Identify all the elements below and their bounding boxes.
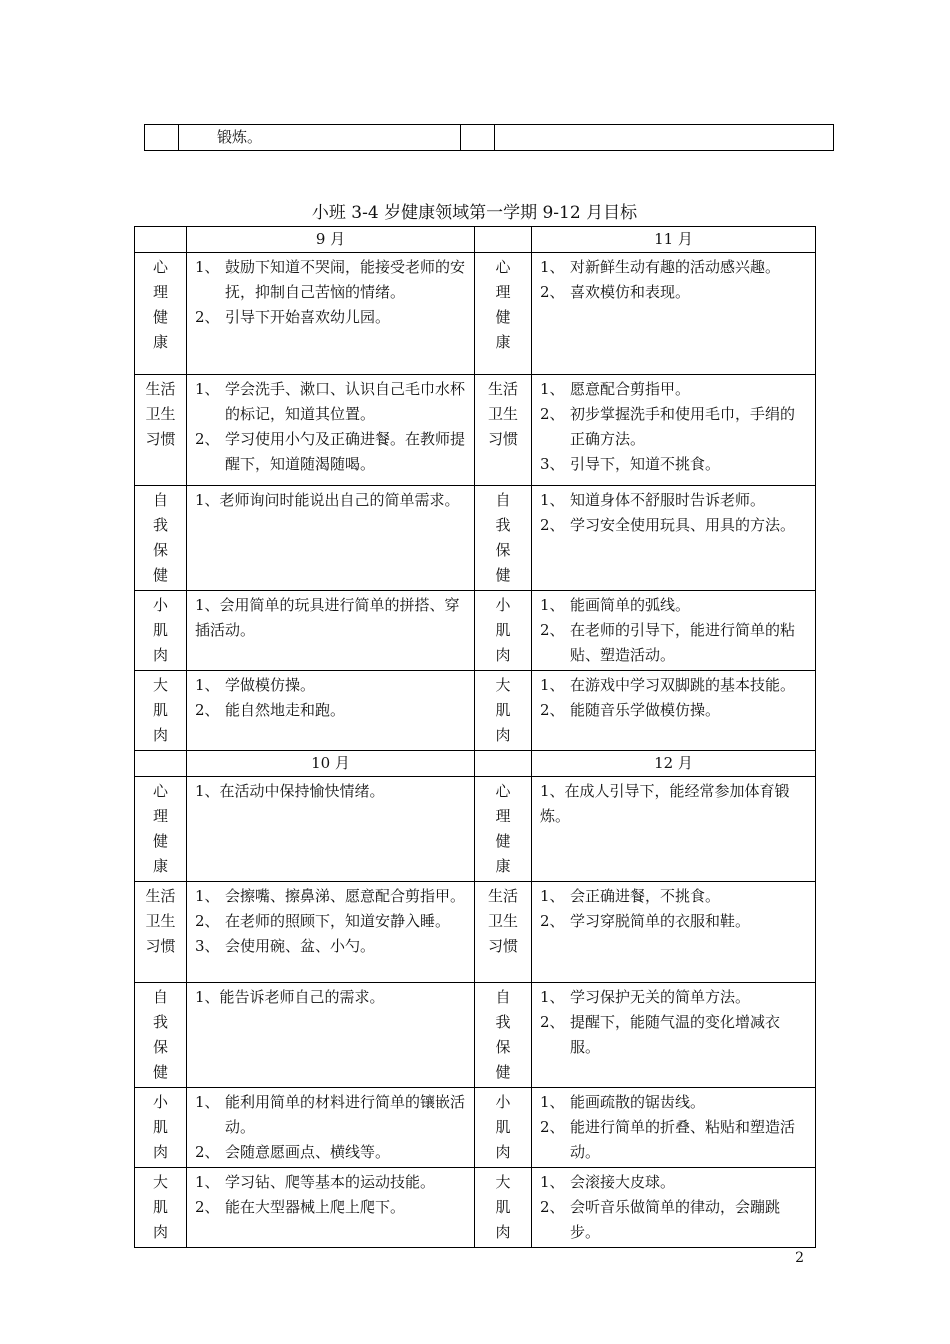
item-text: 学习安全使用玩具、用具的方法。 [570, 516, 796, 534]
item-number: 1、 [540, 258, 565, 276]
goal-item [195, 255, 468, 305]
goal-item [540, 402, 809, 452]
continued-row [145, 125, 834, 151]
goal-item [540, 673, 809, 698]
goal-list [195, 255, 468, 330]
item-text: 对新鲜生动有趣的活动感兴趣。 [570, 258, 781, 276]
goal-list [540, 1090, 809, 1165]
goal-text: 1、在成人引导下，能经常参加体育锻炼。 [540, 782, 790, 825]
goal-item [195, 884, 468, 909]
month-right: 12 月 [532, 751, 816, 777]
content-cell-right [532, 253, 816, 375]
category-cell-left [135, 983, 187, 1088]
month-header-row [135, 227, 816, 253]
content-cell-left [187, 486, 475, 591]
category-label: 自 我 保 健 [152, 491, 168, 584]
category-cell-left [135, 591, 187, 671]
goal-text: 1、在活动中保持愉快情绪。 [195, 782, 385, 800]
goal-item [195, 698, 468, 723]
content-cell-right [532, 591, 816, 671]
category-label: 自 我 保 健 [495, 491, 511, 584]
goal-item [540, 1090, 809, 1115]
item-number: 2、 [540, 1198, 565, 1216]
category-cell-right [475, 375, 532, 486]
empty-cell [495, 125, 834, 151]
content-cell-left [187, 1088, 475, 1168]
goal-item [195, 1195, 468, 1220]
category-label: 生活 卫生 习惯 [145, 380, 176, 448]
month-right: 11 月 [532, 227, 816, 253]
empty-cell [135, 751, 187, 777]
goal-row [135, 1088, 816, 1168]
goal-list [540, 985, 809, 1060]
category-label: 大 肌 肉 [495, 676, 511, 744]
item-text: 学习保护无关的简单方法。 [570, 988, 751, 1006]
item-number: 1、 [540, 596, 565, 614]
goal-item [540, 377, 809, 402]
goal-item [540, 909, 809, 934]
item-number: 3、 [195, 937, 220, 955]
item-text: 知道身体不舒服时告诉老师。 [570, 491, 766, 509]
item-number: 1、 [195, 676, 220, 694]
content-cell-right [532, 983, 816, 1088]
item-text: 引导下开始喜欢幼儿园。 [225, 308, 391, 326]
goal-item [540, 513, 809, 538]
item-text: 愿意配合剪指甲。 [570, 380, 691, 398]
goal-row [135, 591, 816, 671]
content-cell-left [187, 882, 475, 983]
item-text: 能自然地走和跑。 [225, 701, 346, 719]
goal-text: 1、能告诉老师自己的需求。 [195, 988, 385, 1006]
item-text: 初步掌握洗手和使用毛巾，手绢的正确方法。 [570, 405, 796, 448]
content-cell-left [187, 253, 475, 375]
category-cell-right [475, 882, 532, 983]
item-text: 能画疏散的锯齿线。 [570, 1093, 706, 1111]
goal-item [195, 1170, 468, 1195]
category-cell-left [135, 375, 187, 486]
item-text: 在老师的引导下，能进行简单的粘贴、塑造活动。 [570, 621, 796, 664]
item-text: 能随音乐学做模仿操。 [570, 701, 721, 719]
item-number: 1、 [540, 887, 565, 905]
item-number: 2、 [195, 912, 220, 930]
content-cell-left [187, 375, 475, 486]
category-label: 小 肌 肉 [152, 1093, 168, 1161]
item-text: 能在大型器械上爬上爬下。 [225, 1198, 406, 1216]
category-label: 生活 卫生 习惯 [487, 380, 518, 448]
item-text: 能利用简单的材料进行简单的镶嵌活动。 [225, 1093, 466, 1136]
content-cell-right [532, 777, 816, 882]
item-text: 会使用碗、盆、小勺。 [225, 937, 376, 955]
goal-row [135, 671, 816, 751]
item-text: 学习钻、爬等基本的运动技能。 [225, 1173, 436, 1191]
goal-item [195, 1090, 468, 1140]
category-label: 心 理 健 康 [495, 258, 511, 351]
category-label: 自 我 保 健 [152, 988, 168, 1081]
month-left: 10 月 [187, 751, 475, 777]
item-number: 1、 [540, 491, 565, 509]
item-text: 学习使用小勺及正确进餐。在教师提醒下，知道随渴随喝。 [225, 430, 466, 473]
content-cell-right [532, 1168, 816, 1248]
goal-list [540, 593, 809, 668]
goal-item [540, 618, 809, 668]
goal-row [135, 1168, 816, 1248]
item-number: 3、 [540, 455, 565, 473]
category-cell-left [135, 253, 187, 375]
item-number: 2、 [540, 1013, 565, 1031]
item-text: 会滚接大皮球。 [570, 1173, 676, 1191]
item-number: 2、 [195, 1198, 220, 1216]
item-number: 2、 [540, 701, 565, 719]
item-text: 引导下，知道不挑食。 [570, 455, 721, 473]
item-number: 1、 [540, 380, 565, 398]
item-text: 学做模仿操。 [225, 676, 316, 694]
goal-row [135, 375, 816, 486]
item-number: 2、 [195, 430, 220, 448]
item-number: 1、 [540, 1093, 565, 1111]
item-number: 1、 [195, 1093, 220, 1111]
category-cell-right [475, 486, 532, 591]
item-number: 2、 [540, 1118, 565, 1136]
content-cell-left [187, 777, 475, 882]
goal-item [195, 934, 468, 959]
category-label: 小 肌 肉 [495, 1093, 511, 1161]
category-label: 自 我 保 健 [495, 988, 511, 1081]
item-text: 会正确进餐，不挑食。 [570, 887, 721, 905]
category-cell-right [475, 777, 532, 882]
category-cell-right [475, 253, 532, 375]
item-number: 1、 [540, 676, 565, 694]
item-text: 喜欢模仿和表现。 [570, 283, 691, 301]
goals-table [134, 226, 816, 1248]
goal-item [195, 673, 468, 698]
goal-row [135, 253, 816, 375]
goal-text: 1、老师询问时能说出自己的简单需求。 [195, 491, 460, 509]
goal-list [195, 884, 468, 959]
goal-item [540, 255, 809, 280]
item-text: 会听音乐做简单的律动，会蹦跳步。 [570, 1198, 781, 1241]
goal-list [195, 377, 468, 477]
item-text: 学习穿脱简单的衣服和鞋。 [570, 912, 751, 930]
goal-item [540, 985, 809, 1010]
content-cell-left [187, 1168, 475, 1248]
item-text: 能画简单的弧线。 [570, 596, 691, 614]
goal-list [540, 488, 809, 538]
goal-list [540, 673, 809, 723]
item-text: 学会洗手、漱口、认识自己毛巾水杯的标记，知道其位置。 [225, 380, 466, 423]
item-number: 2、 [540, 516, 565, 534]
page-number: 2 [795, 1250, 804, 1266]
empty-cell [145, 125, 179, 151]
item-number: 2、 [195, 701, 220, 719]
goal-row [135, 777, 816, 882]
content-cell-right [532, 375, 816, 486]
category-cell-left [135, 671, 187, 751]
item-number: 2、 [540, 912, 565, 930]
item-text: 提醒下，能随气温的变化增减衣服。 [570, 1013, 781, 1056]
category-cell-left [135, 486, 187, 591]
goal-item [540, 1010, 809, 1060]
category-cell-left [135, 882, 187, 983]
category-label: 小 肌 肉 [495, 596, 511, 664]
content-cell-right [532, 882, 816, 983]
goal-row [135, 882, 816, 983]
goal-item [540, 452, 809, 477]
goal-item [540, 1195, 809, 1245]
content-cell-right [532, 486, 816, 591]
item-text: 能进行简单的折叠、粘贴和塑造活动。 [570, 1118, 796, 1161]
category-label: 心 理 健 康 [152, 258, 168, 351]
empty-cell [461, 125, 495, 151]
goal-item [540, 698, 809, 723]
goal-item [195, 377, 468, 427]
item-number: 1、 [195, 1173, 220, 1191]
goal-item [195, 305, 468, 330]
category-label: 大 肌 肉 [152, 676, 168, 744]
item-number: 1、 [540, 988, 565, 1006]
goal-list [195, 673, 468, 723]
item-number: 2、 [540, 621, 565, 639]
goal-item [540, 884, 809, 909]
month-left: 9 月 [187, 227, 475, 253]
item-number: 1、 [195, 380, 220, 398]
item-number: 1、 [195, 258, 220, 276]
category-label: 心 理 健 康 [152, 782, 168, 875]
goal-item [540, 593, 809, 618]
content-cell-right [532, 1088, 816, 1168]
item-number: 2、 [195, 1143, 220, 1161]
item-text: 在老师的照顾下，知道安静入睡。 [225, 912, 451, 930]
category-label: 大 肌 肉 [495, 1173, 511, 1241]
goal-item [540, 1115, 809, 1165]
goal-list [195, 1090, 468, 1165]
goal-row [135, 983, 816, 1088]
item-number: 1、 [195, 887, 220, 905]
category-cell-right [475, 591, 532, 671]
item-number: 2、 [540, 405, 565, 423]
category-label: 心 理 健 康 [495, 782, 511, 875]
goal-text: 1、会用简单的玩具进行简单的拼搭、穿插活动。 [195, 596, 460, 639]
category-cell-left [135, 1088, 187, 1168]
content-cell-left [187, 983, 475, 1088]
page-title: 小班 3-4 岁健康领域第一学期 9-12 月目标 [311, 203, 638, 223]
goal-list [540, 377, 809, 477]
category-cell-left [135, 1168, 187, 1248]
content-cell-left [187, 591, 475, 671]
item-text: 鼓励下知道不哭闹，能接受老师的安抚，抑制自己苦恼的情绪。 [225, 258, 466, 301]
item-number: 1、 [540, 1173, 565, 1191]
goal-list [540, 1170, 809, 1245]
category-cell-right [475, 671, 532, 751]
category-cell-right [475, 983, 532, 1088]
goal-list [540, 255, 809, 305]
category-cell-left [135, 777, 187, 882]
empty-cell [475, 751, 532, 777]
category-label: 大 肌 肉 [152, 1173, 168, 1241]
category-label: 生活 卫生 习惯 [145, 887, 176, 955]
item-text: 会随意愿画点、横线等。 [225, 1143, 391, 1161]
goal-list [540, 884, 809, 934]
goal-item [540, 280, 809, 305]
continued-table-fragment [144, 124, 834, 151]
category-cell-right [475, 1088, 532, 1168]
item-number: 2、 [540, 283, 565, 301]
goal-item [195, 909, 468, 934]
empty-cell [135, 227, 187, 253]
item-text: 在游戏中学习双脚跳的基本技能。 [570, 676, 796, 694]
category-label: 生活 卫生 习惯 [487, 887, 518, 955]
continued-text: 锻炼。 [179, 125, 461, 151]
goal-list [195, 1170, 468, 1220]
item-text: 会擦嘴、擦鼻涕、愿意配合剪指甲。 [225, 887, 466, 905]
category-label: 小 肌 肉 [152, 596, 168, 664]
content-cell-right [532, 671, 816, 751]
goal-item [195, 1140, 468, 1165]
empty-cell [475, 227, 532, 253]
content-cell-left [187, 671, 475, 751]
category-cell-right [475, 1168, 532, 1248]
goal-item [540, 1170, 809, 1195]
goal-row [135, 486, 816, 591]
month-header-row [135, 751, 816, 777]
item-number: 2、 [195, 308, 220, 326]
goal-item [195, 427, 468, 477]
goal-item [540, 488, 809, 513]
